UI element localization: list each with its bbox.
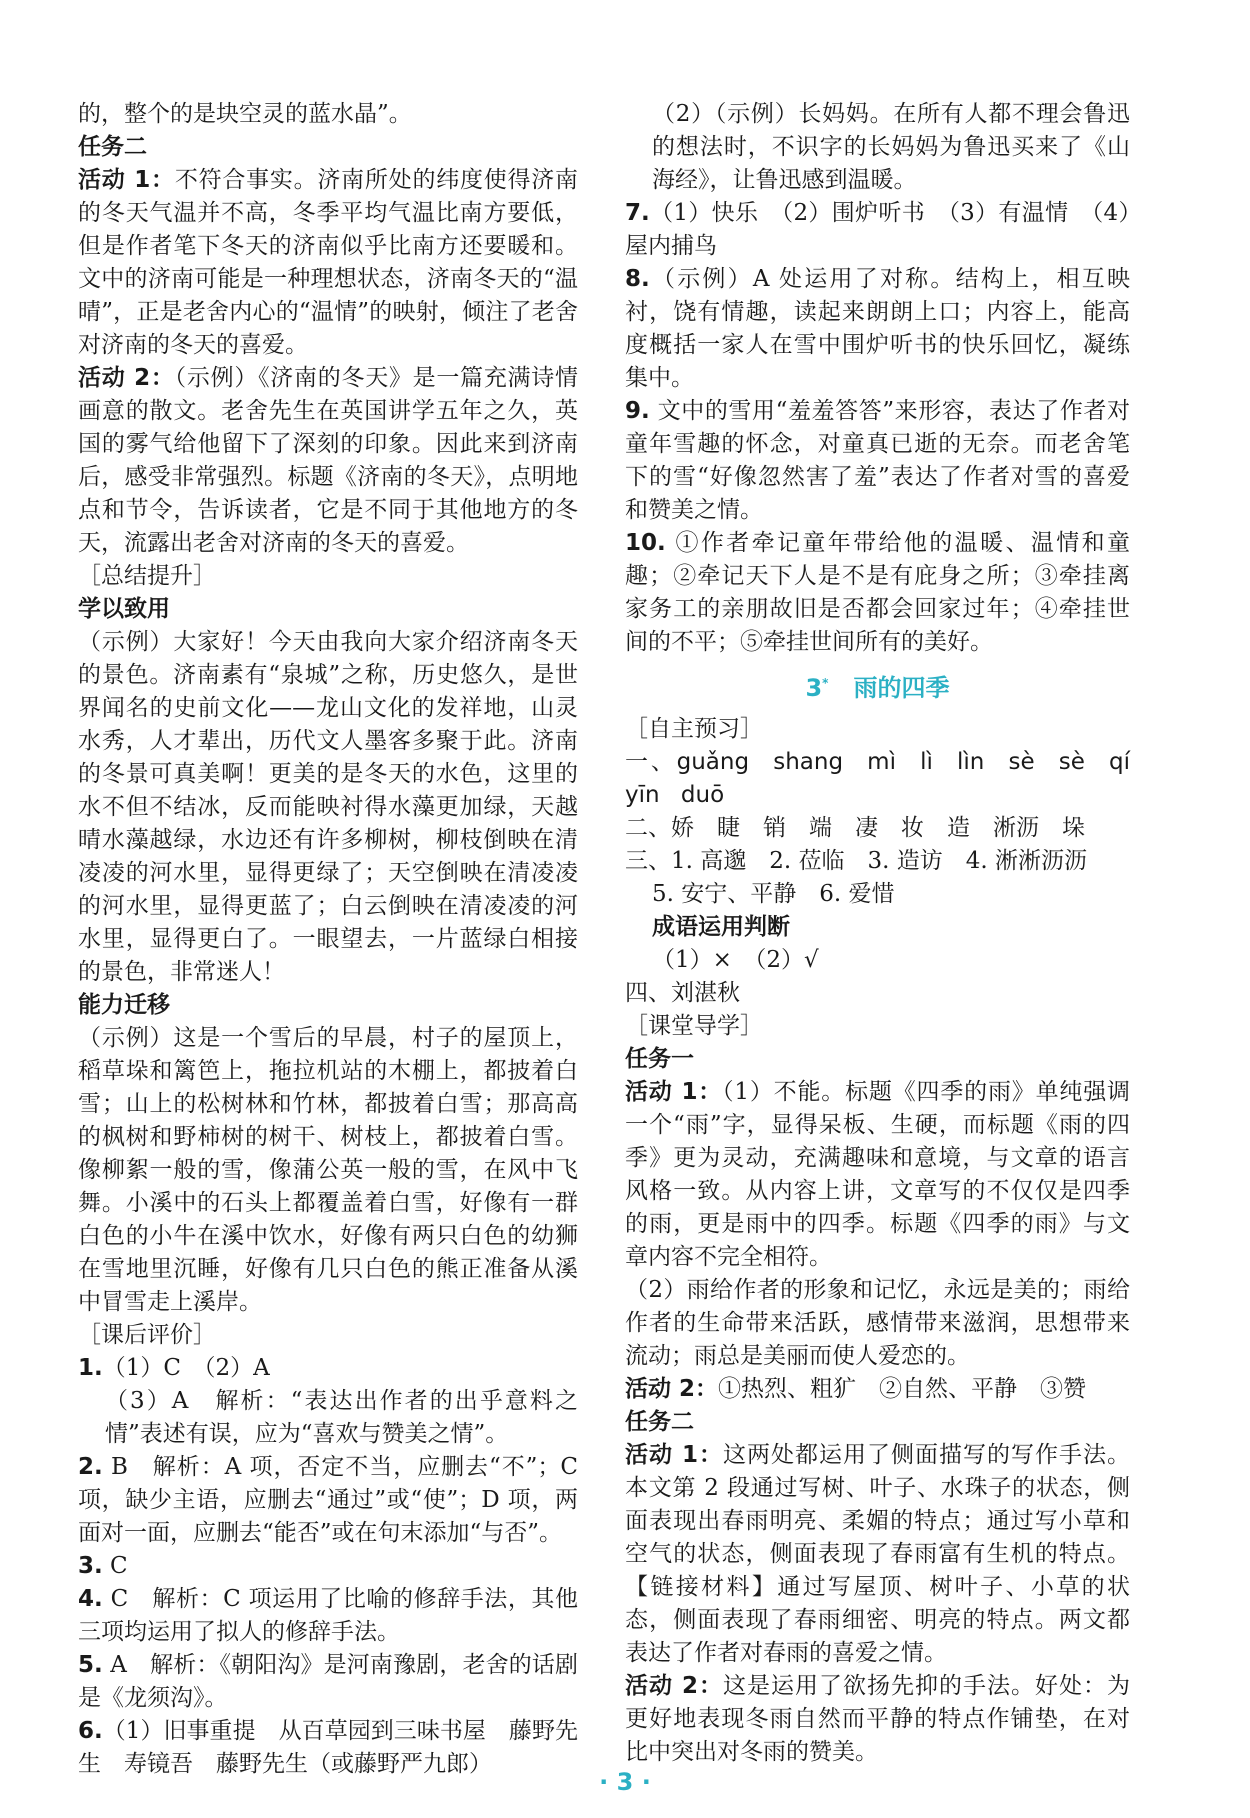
section-heading: 能力迁移 [78, 992, 170, 1018]
section-title [625, 667, 1130, 705]
text-paragraph: 6.（1）旧事重提 从百草园到三味书屋 藤野先生 寿镜吾 藤野先生（或藤野严九郎） [78, 1718, 578, 1777]
section-heading: 任务一 [625, 1046, 694, 1072]
text-paragraph: 活动 1：（1）不能。标题《四季的雨》单纯强调一个“雨”字，显得呆板、生硬，而标题《雨的四季》更为灵动，充满趣味和意境，与文章的语言风格一致。从内容上讲，文章写的不仅仅是四季的雨，更是雨中的四季。标题《四季的雨》与文章内容不完全相符。 [625, 1079, 1130, 1270]
text-paragraph: 活动 2：①热烈、粗犷 ②自然、平静 ③赞 [625, 1376, 1087, 1402]
text-paragraph: ［自主预习］ [625, 716, 763, 742]
right-column-top [625, 98, 1130, 659]
text-paragraph: ［课后评价］ [78, 1322, 216, 1348]
text-paragraph: （3）A 解析：“表达出作者的出乎意料之情”表述有误，应为“喜欢与赞美之情”。 [105, 1388, 578, 1447]
text-paragraph: （1）× （2）√ [652, 947, 819, 973]
text-paragraph: 2. B 解析：A 项，否定不当，应删去“不”；C 项，缺少主语，应删去“通过”或“使”；D 项，两面对一面，应删去“能否”或在句末添加“与否”。 [78, 1454, 578, 1546]
text-paragraph: 1.（1）C （2）A [78, 1355, 270, 1381]
section-heading: 任务二 [625, 1409, 694, 1435]
section-mark: * [822, 676, 829, 690]
right-column [625, 98, 1130, 1769]
text-paragraph: （2）（示例）长妈妈。在所有人都不理会鲁迅的想法时，不识字的长妈妈为鲁迅买来了《山海经》，让鲁迅感到温暖。 [652, 101, 1130, 193]
text-paragraph: 的，整个的是块空灵的蓝水晶”。 [78, 101, 412, 127]
text-paragraph: 活动 2：这是运用了欲扬先抑的手法。好处：为更好地表现冬雨自然而平静的特点作铺垫，在对比中突出对冬雨的赞美。 [625, 1673, 1131, 1765]
text-paragraph: 8.（示例）A 处运用了对称。结构上，相互映衬，饶有情趣，读起来朗朗上口；内容上，能高度概括一家人在雪中围炉听书的快乐回忆，凝练集中。 [625, 266, 1130, 391]
text-paragraph: 3. C [78, 1553, 128, 1579]
text-paragraph: 成语运用判断 [652, 914, 790, 940]
text-paragraph: 活动 2：（示例）《济南的冬天》是一篇充满诗情画意的散文。老舍先生在英国讲学五年之久，英国的雾气给他留下了深刻的印象。因此来到济南后，感受非常强烈。标题《济南的冬天》，点明地点和节令，告诉读者，它是不同于其他地方的冬天，流露出老舍对济南的冬天的喜爱。 [78, 365, 579, 556]
section-title-text: 雨的四季 [853, 674, 950, 702]
section-heading: 任务二 [78, 134, 147, 160]
text-paragraph: ［课堂导学］ [625, 1013, 763, 1039]
text-paragraph: 活动 1：不符合事实。济南所处的纬度使得济南的冬天气温并不高，冬季平均气温比南方要低，但是作者笔下冬天的济南似乎比南方还要暖和。文中的济南可能是一种理想状态，济南冬天的“温晴”，正是老舍内心的“温情”的映射，倾注了老舍对济南的冬天的喜爱。 [78, 167, 579, 358]
page-number: · 3 · [599, 1768, 651, 1796]
text-paragraph: 三、1. 高邈 2. 莅临 3. 造访 4. 淅淅沥沥 [625, 848, 1088, 874]
text-paragraph: 10. ①作者牵记童年带给他的温暖、温情和童趣；②牵记天下人是不是有庇身之所；③牵挂离家务工的亲朋故旧是否都会回家过年；④牵挂世间的不平；⑤牵挂世间所有的美好。 [625, 530, 1130, 655]
text-paragraph: ［总结提升］ [78, 563, 216, 589]
text-paragraph: 一、guǎng shang mì lì lìn sè sè qí yīn duō [625, 749, 1130, 808]
text-paragraph: 7.（1）快乐 （2）围炉听书 （3）有温情 （4）屋内捕鸟 [625, 200, 1130, 259]
text-paragraph: （示例）大家好！今天由我向大家介绍济南冬天的景色。济南素有“泉城”之称，历史悠久，是世界闻名的史前文化——龙山文化的发祥地，山灵水秀，人才辈出，历代文人墨客多聚于此。济南的冬景可真美啊！更美的是冬天的水色，这里的水不但不结冰，反而能映衬得水藻更加绿，天越晴水藻越绿，水边还有许多柳树，柳枝倒映在清凌凌的河水里，显得更绿了；天空倒映在清凌凌的河水里，显得更蓝了；白云倒映在清凌凌的河水里，显得更白了。一眼望去，一片蓝绿白相接的景色，非常迷人！ [78, 629, 578, 985]
text-paragraph: 5. 安宁、平静 6. 爱惜 [652, 881, 895, 907]
text-paragraph: 四、刘湛秋 [625, 980, 740, 1006]
text-paragraph: 9. 文中的雪用“羞羞答答”来形容，表达了作者对童年雪趣的怀念，对童真已逝的无奈。而老舍笔下的雪“好像忽然害了羞”表达了作者对雪的喜爱和赞美之情。 [625, 398, 1130, 523]
text-paragraph: 5. A 解析：《朝阳沟》是河南豫剧，老舍的话剧是《龙须沟》。 [78, 1652, 578, 1711]
section-heading: 学以致用 [78, 596, 170, 622]
text-paragraph: 活动 1：这两处都运用了侧面描写的写作手法。本文第 2 段通过写树、叶子、水珠子的状态，侧面表现出春雨明亮、柔媚的特点；通过写小草和空气的状态，侧面表现了春雨富有生机的特点。【链接材料】通过写屋顶、树叶子、小草的状态，侧面表现了春雨细密、明亮的特点。两文都表达了作者对春雨的喜爱之情。 [625, 1442, 1131, 1666]
text-paragraph: 二、娇 睫 销 端 凄 妆 造 淅沥 垛 [625, 815, 1085, 841]
left-column [78, 98, 578, 1781]
section-number: 3 [805, 674, 823, 702]
text-paragraph: 4. C 解析：C 项运用了比喻的修辞手法，其他三项均运用了拟人的修辞手法。 [78, 1586, 578, 1645]
text-paragraph: （示例）这是一个雪后的早晨，村子的屋顶上，稻草垛和篱笆上，拖拉机站的木棚上，都披着白雪；山上的松树林和竹林，都披着白雪；那高高的枫树和野柿树的树干、树枝上，都披着白雪。像柳絮一般的雪，像蒲公英一般的雪，在风中飞舞。小溪中的石头上都覆盖着白雪，好像有一群白色的小牛在溪中饮水，好像有两只白色的幼狮在雪地里沉睡，好像有几只白色的熊正准备从溪中冒雪走上溪岸。 [78, 1025, 578, 1315]
right-column-bottom [625, 713, 1130, 1769]
text-paragraph: （2）雨给作者的形象和记忆，永远是美的；雨给作者的生命带来活跃，感情带来滋润，思想带来流动；雨总是美丽而使人爱恋的。 [625, 1277, 1130, 1369]
